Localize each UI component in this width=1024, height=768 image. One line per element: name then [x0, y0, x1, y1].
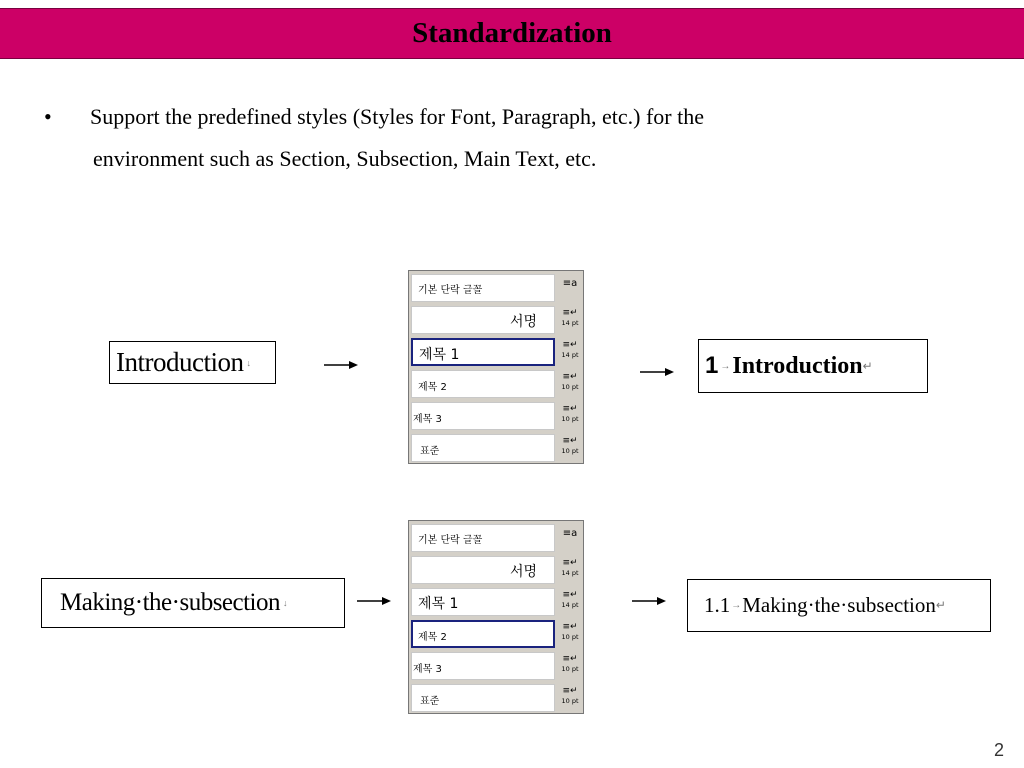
example2-style-list [408, 520, 584, 714]
example1-input-mark: ↓ [246, 357, 251, 368]
bullet-text-line-2: environment such as Section, Subsection, Main Text, etc. [93, 146, 597, 171]
character-style-icon: ≡a [557, 524, 583, 552]
example1-style-list [408, 270, 584, 464]
paragraph-mark: ↵ [935, 598, 946, 612]
arrow-right-icon [640, 366, 674, 378]
paragraph-style-icon: ≡↵ 10 pt [557, 652, 583, 680]
style-item[interactable] [411, 273, 583, 303]
example2-input-mark: ↓ [283, 598, 288, 608]
slide-title: Standardization [412, 17, 612, 49]
style-item[interactable] [411, 369, 583, 399]
example1-input-text-box [109, 341, 276, 384]
style-item[interactable] [411, 683, 583, 713]
heading-text: Making·the·subsection [742, 593, 936, 617]
style-item[interactable] [411, 305, 583, 335]
paragraph-style-icon: ≡↵ 10 pt [557, 684, 583, 712]
style-item-label: 서명 [411, 556, 555, 584]
paragraph-style-icon: ≡↵ 10 pt [557, 402, 583, 430]
style-item-label: 제목 2 [411, 370, 555, 398]
page-number: 2 [993, 740, 1004, 760]
style-item-label: 서명 [411, 306, 555, 334]
style-item[interactable] [411, 587, 583, 617]
heading-text: Introduction [732, 352, 863, 379]
paragraph-style-icon: ≡↵ 14 pt [557, 556, 583, 584]
title-bar [0, 8, 1024, 59]
example1-result-heading-box [698, 339, 928, 393]
style-item-label: 제목 1 [411, 338, 555, 366]
arrow-right-icon [324, 359, 358, 371]
style-item[interactable] [411, 401, 583, 431]
paragraph-style-icon: ≡↵ 10 pt [557, 370, 583, 398]
style-item-label: 제목 1 [411, 588, 555, 616]
style-item-label: 제목 2 [411, 620, 555, 648]
example2-result-heading-box [687, 579, 991, 632]
heading-number: 1.1 [704, 593, 731, 617]
style-item-label: 기본 단락 글꼴 [411, 274, 555, 302]
style-item[interactable] [411, 555, 583, 585]
style-item[interactable] [411, 651, 583, 681]
style-item-selected[interactable] [411, 337, 583, 367]
example2-input-text-box [41, 578, 345, 628]
style-item-selected[interactable] [411, 619, 583, 649]
style-item[interactable] [411, 433, 583, 463]
paragraph-style-icon: ≡↵ 14 pt [557, 588, 583, 616]
bullet-text-line-1: Support the predefined styles (Styles for Font, Paragraph, etc.) for the [90, 104, 705, 129]
paragraph-style-icon: ≡↵ 10 pt [557, 620, 583, 648]
character-style-icon: ≡a [557, 274, 583, 302]
style-item-label: 표준 [411, 434, 555, 462]
example1-input-text: Introduction [116, 347, 244, 377]
style-item-label: 제목 3 [411, 402, 555, 430]
heading-number: 1 [705, 352, 719, 379]
paragraph-style-icon: ≡↵ 14 pt [557, 306, 583, 334]
arrow-right-icon [357, 595, 391, 607]
style-item-label: 제목 3 [411, 652, 555, 680]
style-item-label: 표준 [411, 684, 555, 712]
paragraph-style-icon: ≡↵ 10 pt [557, 434, 583, 462]
style-item[interactable] [411, 523, 583, 553]
arrow-right-icon [632, 595, 666, 607]
tab-mark: → [731, 600, 742, 611]
example2-input-text: Making·the·subsection [60, 589, 281, 616]
tab-mark: → [720, 360, 731, 372]
paragraph-style-icon: ≡↵ 14 pt [557, 338, 583, 366]
style-item-label: 기본 단락 글꼴 [411, 524, 555, 552]
paragraph-mark: ↵ [862, 358, 873, 373]
bullet-marker: • [44, 104, 52, 129]
